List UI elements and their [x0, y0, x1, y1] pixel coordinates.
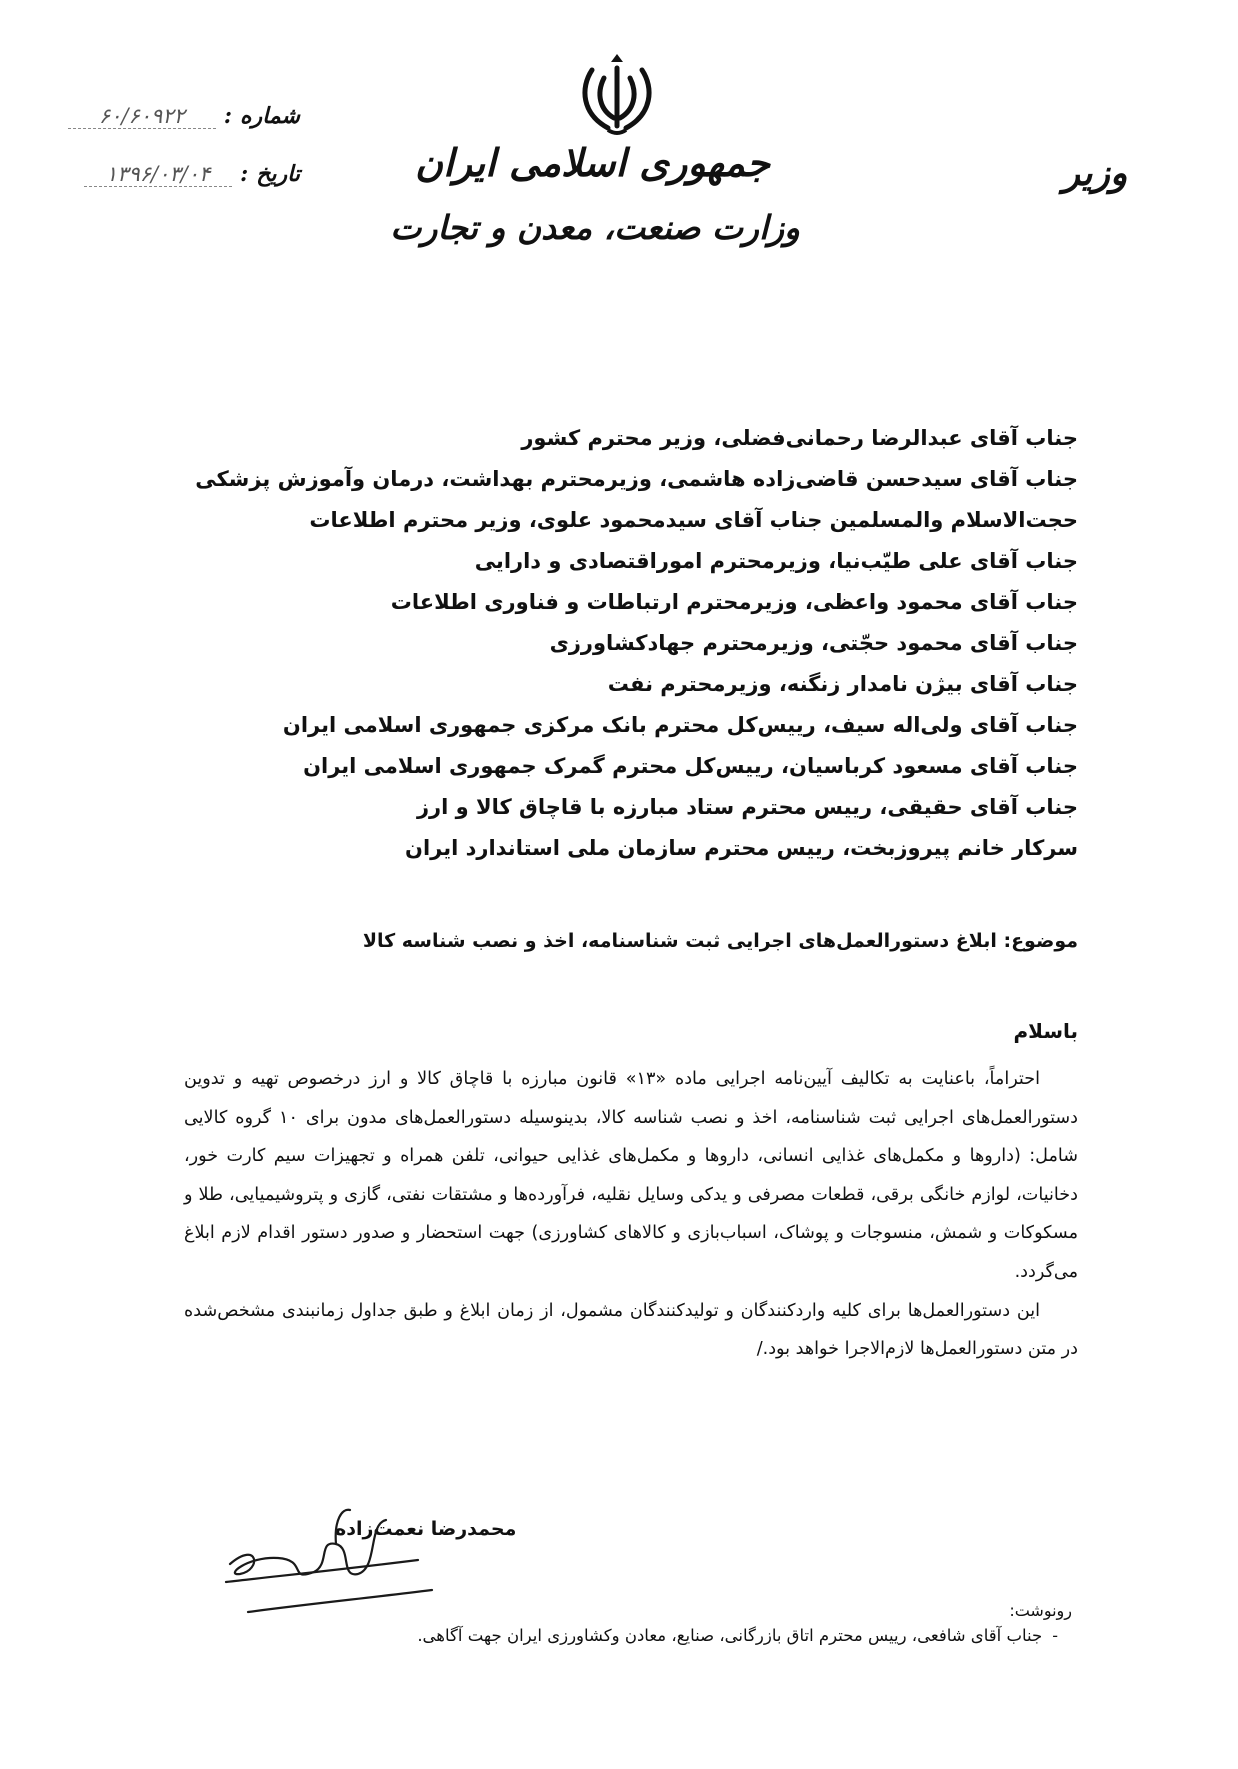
recipient-line: جناب آقای علی طیّب‌نیا، وزیرمحترم اموراقتصادی و دارایی: [474, 549, 1078, 573]
government-title: جمهوری اسلامی ایران: [415, 140, 770, 185]
recipient-line: جناب آقای سیدحسن قاضی‌زاده هاشمی، وزیرمحترم بهداشت، درمان وآموزش پزشکی: [195, 467, 1078, 491]
signer-name: محمدرضا نعمت‌زاده: [335, 1518, 517, 1540]
recipient-line: جناب آقای محمود حجّتی، وزیرمحترم جهادکشاورزی: [549, 631, 1078, 655]
recipient-line: جناب آقای مسعود کرباسیان، رییس‌کل محترم گمرک جمهوری اسلامی ایران: [303, 754, 1078, 778]
office-title: وزیر: [1062, 152, 1128, 194]
body-paragraph: احتراماً، باعنایت به تکالیف آیین‌نامه اجرایی ماده «۱۳» قانون مبارزه با قاچاق کالا و ارز درخصوص تهیه و تدوین دستورالعمل‌های اجرایی ثبت شناسنامه، اخذ و نصب شناسه کالا، بدینوسیله دستورالعمل‌های مدون برای ۱۰ گروه کالایی شامل: (داروها و مکمل‌های غذایی انسانی، داروها و مکمل‌های غذایی حیوانی، تلفن همراه و تجهیزات سیم کارت خور، دخانیات، لوازم خانگی برقی، قطعات مصرفی و یدکی وسایل نقلیه، فرآورده‌ها و مشتقات نفتی، گازی و پتروشیمیایی، طلا و مسکوکات و شمش، منسوجات و پوشاک، اسباب‌بازی و کالاهای کشاورزی) جهت استحضار و صدور دستور اقدام لازم ابلاغ می‌گردد.: [184, 1069, 1078, 1282]
ministry-title: وزارت صنعت، معدن و تجارت: [390, 208, 800, 247]
cc-item: [417, 1626, 1058, 1645]
number-value: ۶۰/۶۰۹۲۲: [68, 104, 216, 129]
date-colon: :: [240, 161, 249, 187]
date-value: ۱۳۹۶/۰۳/۰۴: [84, 162, 232, 187]
recipient-list: [178, 418, 1078, 869]
cc-item-text: جناب آقای شافعی، رییس محترم اتاق بازرگانی، صنایع، معادن وکشاورزی ایران جهت آگاهی.: [417, 1626, 1043, 1645]
letter-body: [184, 1060, 1078, 1369]
recipient-line: جناب آقای محمود واعظی، وزیرمحترم ارتباطات و فناوری اطلاعات: [390, 590, 1078, 614]
recipient-line: جناب آقای عبدالرضا رحمانی‌فضلی، وزیر محترم کشور: [521, 426, 1078, 450]
cc-dash: -: [1052, 1626, 1058, 1645]
letter-number: [55, 99, 300, 133]
body-paragraph: این دستورالعمل‌ها برای کلیه واردکنندگان و تولیدکنندگان مشمول، از زمان ابلاغ و طبق جداول زمانبندی مشخص‌شده در متن دستورالعمل‌ها لازم‌الاجرا خواهد بود./: [184, 1300, 1078, 1360]
iran-emblem-icon: [578, 52, 656, 136]
recipient-line: حجت‌الاسلام والمسلمین جناب آقای سیدمحمود علوی، وزیر محترم اطلاعات: [309, 508, 1078, 532]
letter-date: [55, 157, 300, 191]
number-label: شماره: [239, 103, 300, 129]
number-colon: :: [223, 103, 232, 129]
salutation: باسلام: [1013, 1019, 1078, 1043]
date-label: تاریخ: [256, 161, 300, 187]
letter-subject: موضوع: ابلاغ دستورالعمل‌های اجرایی ثبت شناسنامه، اخذ و نصب شناسه کالا: [362, 930, 1078, 952]
recipient-line: جناب آقای حقیقی، رییس محترم ستاد مبارزه با قاچاق کالا و ارز: [416, 795, 1078, 819]
handwritten-signature: [218, 1500, 438, 1620]
recipient-line: جناب آقای بیژن نامدار زنگنه، وزیرمحترم نفت: [607, 672, 1078, 696]
recipient-line: جناب آقای ولی‌اله سیف، رییس‌کل محترم بانک مرکزی جمهوری اسلامی ایران: [282, 713, 1078, 737]
cc-label: رونوشت:: [1009, 1601, 1072, 1620]
recipient-line: سرکار خانم پیروزبخت، رییس محترم سازمان ملی استاندارد ایران: [405, 836, 1078, 860]
